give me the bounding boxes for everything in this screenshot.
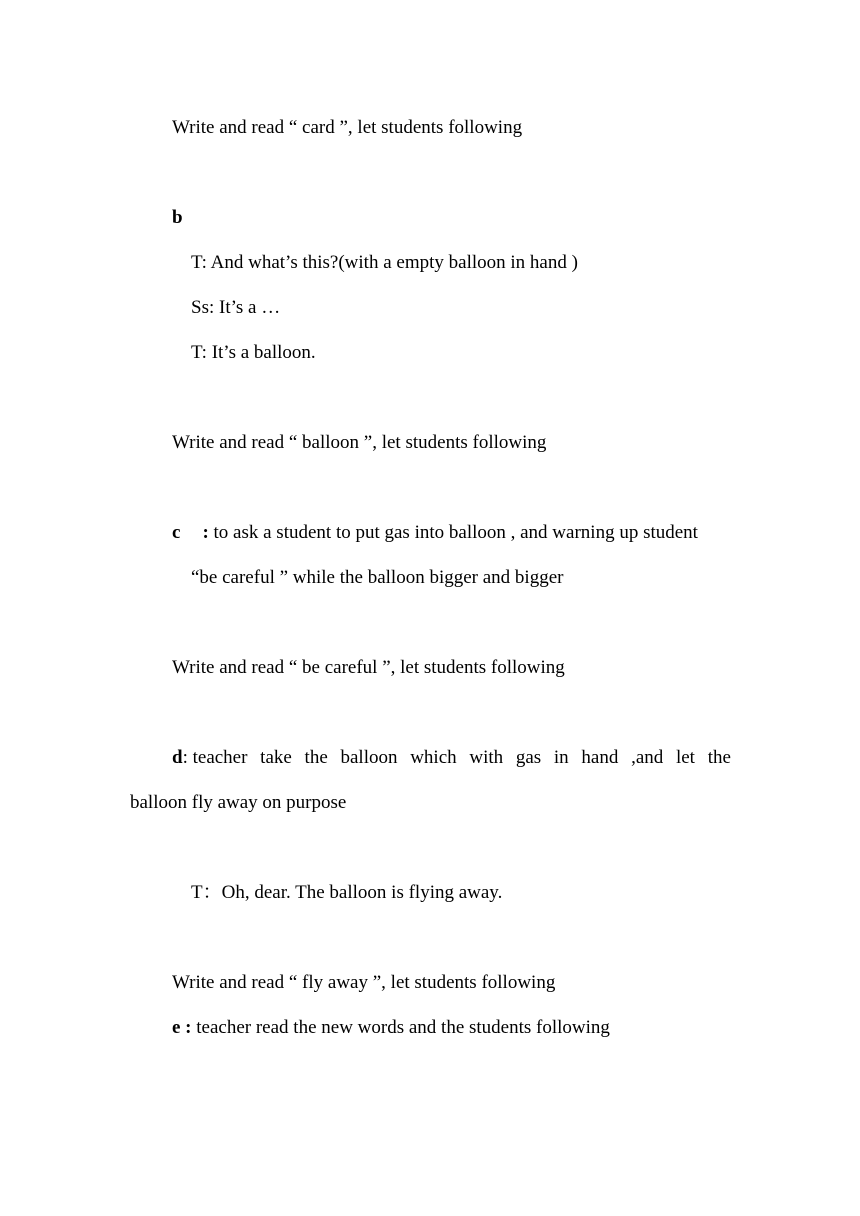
section-d-first-word: d: teacher — [172, 747, 248, 768]
section-e-marker: e : — [172, 1017, 192, 1038]
section-d-word: which — [410, 747, 457, 768]
section-d-word: gas — [515, 747, 542, 768]
instruction-fly-away: Write and read “ fly away ”, let students following — [172, 972, 556, 993]
section-e-text: teacher read the new words and the students following — [191, 1017, 610, 1038]
instruction-balloon: Write and read “ balloon ”, let students following — [172, 432, 547, 453]
section-d-word: let — [675, 747, 695, 768]
dialogue-line: Ss: It’s a … — [191, 297, 281, 318]
instruction-be-careful: Write and read “ be careful ”, let students following — [172, 657, 565, 678]
section-d-line — [172, 748, 731, 767]
section-d-word: in — [553, 747, 569, 768]
dialogue-line: T：Oh, dear. The balloon is flying away. — [191, 882, 503, 903]
section-d-marker: d — [172, 747, 183, 768]
section-d-text-continued: balloon fly away on purpose — [130, 792, 347, 813]
section-c-marker: c — [172, 522, 181, 543]
section-c-colon: : — [202, 522, 209, 543]
section-d-word: ,and — [631, 747, 664, 768]
section-d-word: the — [304, 747, 328, 768]
section-d-word: hand — [581, 747, 619, 768]
section-e-line — [172, 1018, 610, 1037]
section-d-word: with — [469, 747, 504, 768]
section-b-marker: b — [172, 207, 183, 228]
section-c-text-continued: “be careful ” while the balloon bigger and bigger — [191, 567, 564, 588]
dialogue-line: T: And what’s this?(with a empty balloon in hand ) — [191, 252, 578, 273]
section-d-word: take — [260, 747, 292, 768]
instruction-card: Write and read “ card ”, let students following — [172, 117, 523, 138]
section-c-line — [172, 523, 698, 542]
section-d-word: balloon — [340, 747, 398, 768]
section-d-word: the — [707, 747, 731, 768]
section-c-text: to ask a student to put gas into balloon , and warning up student — [213, 522, 698, 543]
dialogue-line: T: It’s a balloon. — [191, 342, 316, 363]
section-b-label — [172, 208, 183, 227]
